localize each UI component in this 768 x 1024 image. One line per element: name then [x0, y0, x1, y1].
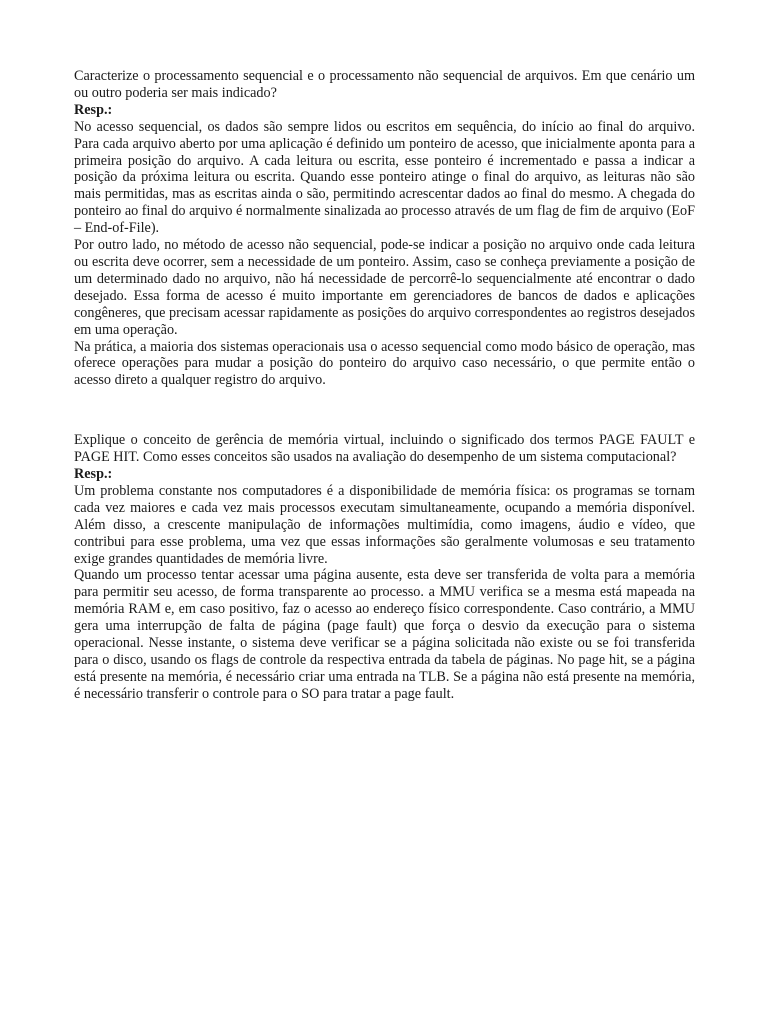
answer-paragraph: Na prática, a maioria dos sistemas operacionais usa o acesso sequencial como modo básico de operação, mas oferece operações para mudar a posição do ponteiro do arquivo caso necessário, o que permite então o acesso direto a qualquer registro do arquivo. — [74, 338, 695, 389]
answer-paragraph: Por outro lado, no método de acesso não sequencial, pode-se indicar a posição no arquivo onde cada leitura ou escrita deve ocorrer, sem a necessidade de um ponteiro. Assim, caso se conheça previamente a posição de um determinado dado no arquivo, não há necessidade de percorrê-lo sequencialmente até encontrar o dado desejado. Essa forma de acesso é muito importante em gerenciadores de bancos de dados e aplicações congêneres, que precisam acessar rapidamente as posições do arquivo correspondentes ao registros desejados em uma operação. — [74, 237, 695, 338]
document-page — [74, 68, 695, 703]
question-block-2 — [74, 432, 695, 703]
question-text: Caracterize o processamento sequencial e o processamento não sequencial de arquivos. Em que cenário um ou outro poderia ser mais indicado? — [74, 68, 695, 101]
resp-label: Resp.: — [74, 466, 113, 483]
question-text: Explique o conceito de gerência de memória virtual, incluindo o significado dos termos PAGE FAULT e PAGE HIT. Como esses conceitos são usados na avaliação do desempenho de um sistema computacional? — [74, 432, 695, 466]
resp-label: Resp.: — [74, 101, 113, 118]
question-block-1 — [74, 68, 695, 389]
answer-paragraph: No acesso sequencial, os dados são sempre lidos ou escritos em sequência, do início ao final do arquivo. Para cada arquivo aberto por uma aplicação é definido um ponteiro de acesso, que inicialmente aponta para a primeira posição do arquivo. A cada leitura ou escrita, esse ponteiro é incrementado e passa a indicar a posição da próxima leitura ou escrita. Quando esse ponteiro atinge o final do arquivo, as leituras não são mais permitidas, mas as escritas ainda o são, permitindo acrescentar dados ao final do mesmo. A chegada do ponteiro ao final do arquivo é normalmente sinalizada ao processo através de um flag de fim de arquivo (EoF – End-of-File). — [74, 118, 695, 237]
answer-paragraph: Quando um processo tentar acessar uma página ausente, esta deve ser transferida de volta para a memória para permitir seu acesso, de forma transparente ao processo. a MMU verifica se a mesma está mapeada na memória RAM e, em caso positivo, faz o acesso ao endereço físico correspondente. Caso contrário, a MMU gera uma interrupção de falta de página (page fault) que força o desvio da execução para o sistema operacional. Nesse instante, o sistema deve verificar se a página solicitada não existe ou se foi transferida para o disco, usando os flags de controle da respectiva entrada da tabela de páginas. No page hit, se a página está presente na memória, é necessário criar uma entrada na TLB. Se a página não está presente na memória, é necessário transferir o controle para o SO para tratar a page fault. — [74, 567, 695, 702]
answer-paragraph: Um problema constante nos computadores é a disponibilidade de memória física: os programas se tornam cada vez maiores e cada vez mais processos executam simultaneamente, ocupando a memória disponível. Além disso, a crescente manipulação de informações multimídia, como imagens, áudio e vídeo, que contribui para esse problema, uma vez que essas informações são geralmente volumosas e seu tratamento exige grandes quantidades de memória livre. — [74, 482, 695, 567]
